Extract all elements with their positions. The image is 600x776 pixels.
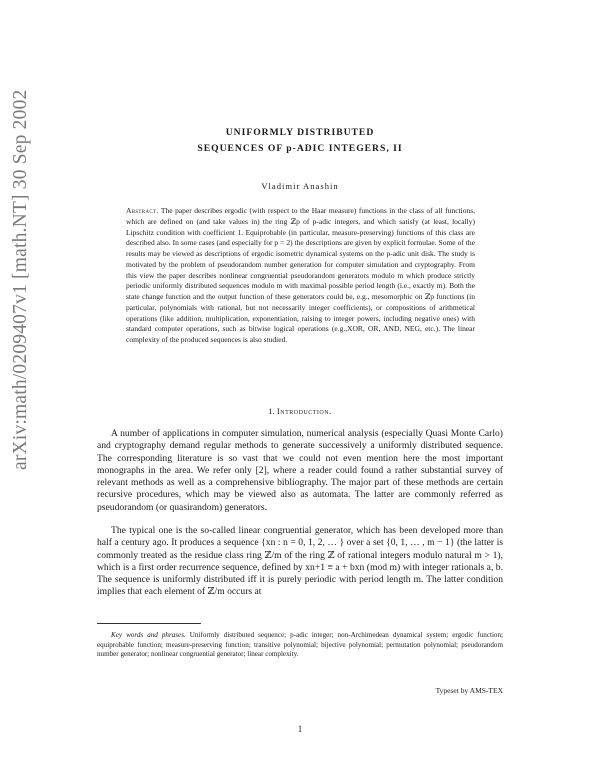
section-title: Introduction. [276, 406, 332, 416]
footnote-rule [97, 623, 201, 624]
abstract-text: The paper describes ergodic (with respect to the Haar measure) functions in the class of all functions, which are defined on (and take values in) the ring ℤp of p-adic integers, and which satisfy (at least, locally) Lipschitz condition with coefficient 1. Equiprobable (in particular, measure-preserving) functions of this class are described also. In some cases (and especially for p = 2) the descriptions are given by explicit formulae. Some of the results may be viewed as descriptions of ergodic isometric dynamical systems on the p-adic unit disk. The study is motivated by the problem of pseudorandom number generation for computer simulation and cryptography. From this view the paper describes nonlinear congruential pseudorandom generators modulo m which produce strictly periodic uniformly distributed sequences modulo m with maximal possible period length (i.e., exactly m). Both the state change function and the output function of these generators could be, e.g., mesomorphic on ℤp functions (in particular, polynomials with rational, but not necessarily integer coefficients), or compositions of arithmetical operations (like addition, multiplication, exponentiation, raising to integer powers, including negative ones) with standard computer operations, such as bitwise logical operations (e.g.,XOR, OR, AND, NEG, etc.). The linear complexity of the produced sequences is also studied. [126, 206, 475, 344]
intro-paragraph-2: The typical one is the so-called linear congruential generator, which has been developed more than half a century ago. It produces a sequence {xn : n = 0, 1, 2, … } over a set {0, 1, … , m − 1} (the latter is commonly treated as the residue class ring ℤ/m of the ring ℤ of rational integers modulo natural m > 1), which is a first order recurrence sequence, defined by xn+1 ≡ a + bxn (mod m) with integer rationals a, b. The sequence is uniformly distributed iff it is purely periodic with period length m. The latter condition implies that each element of ℤ/m occurs at [97, 525, 503, 598]
page-number: 1 [297, 724, 303, 734]
abstract-label: Abstract. [126, 206, 159, 215]
paper-title-line-2: SEQUENCES OF p-ADIC INTEGERS, II [197, 143, 403, 154]
keywords-footnote [97, 631, 503, 660]
arxiv-stamp: arXiv:math/0209407v1 [math.NT] 30 Sep 2002 [10, 89, 31, 470]
author-name: Vladimir Anashin [261, 181, 339, 191]
intro-paragraph-1: A number of applications in computer simulation, numerical analysis (especially Quasi Monte Carlo) and cryptography demand regular methods to generate successively a uniformly distributed sequence. The corresponding literature is so vast that we could not even mention here the most important monographs in the area. We refer only [2], where a reader could found a rather substantial survey of relevant methods as well as a comprehensive bibliography. The major part of these methods are certain recursive procedures, which may be viewed also as automata. The latter are commonly referred as pseudorandom (or quasirandom) generators. [97, 428, 503, 513]
section-heading [150, 406, 450, 416]
keywords-label: Key words and phrases. [111, 631, 186, 639]
section-number: 1. [268, 406, 275, 416]
keywords-text: Uniformly distributed sequence; p-adic integer; non-Archimedean dynamical system; ergodic function; equiprobable function; measure-preserving function; transitive polynomial; bijective polynomial; permutation polynomial; pseudorandom number generator; nonlinear congruential generator; linear complexity. [97, 631, 503, 659]
typeset-note: Typeset by AMS-TEX [435, 686, 503, 695]
abstract [126, 206, 475, 346]
paper-title-line-1: UNIFORMLY DISTRIBUTED [225, 127, 375, 138]
